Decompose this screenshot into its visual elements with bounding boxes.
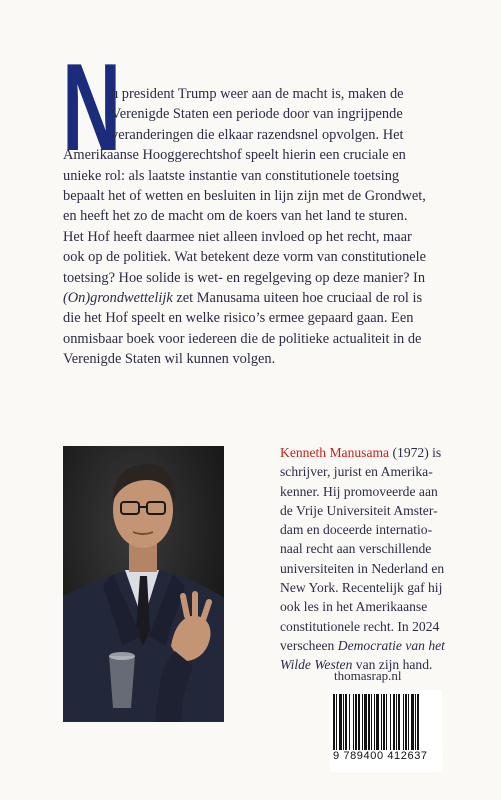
barcode-bar xyxy=(364,694,367,750)
barcode-number: 9 789400 412637 xyxy=(333,750,443,762)
blurb-line xyxy=(63,288,439,308)
blurb-line: Het Hof heeft daarmee niet alleen invloed op het recht, maar xyxy=(63,228,412,245)
blurb-line: bepaalt het of wetten en besluiten in lijn zijn met de Grondwet, xyxy=(63,188,426,205)
barcode-bar xyxy=(368,694,370,750)
bio-line-text: verscheen xyxy=(280,637,335,653)
previous-book-title: Democratie van het xyxy=(337,637,445,653)
blurb-line: Verenigde Staten een periode door van ingrijpende xyxy=(111,106,403,123)
bio-line: de Vrije Universiteit Amster- xyxy=(280,502,438,518)
barcode-bar xyxy=(398,694,400,750)
bio-line xyxy=(280,636,480,655)
blurb-line: u president Trump weer aan de macht is, maken de xyxy=(111,86,404,102)
blurb-line: veranderingen die elkaar razendsnel opvolgen. Het xyxy=(111,126,404,143)
barcode-bar xyxy=(345,694,347,750)
barcode-bar xyxy=(386,694,387,750)
blurb xyxy=(63,84,439,370)
blurb-line: Verenigde Staten wil kunnen volgen. xyxy=(63,351,276,368)
bio-line xyxy=(280,443,480,462)
bio-line: naal recht aan verschillende xyxy=(280,541,432,557)
blurb-line-text: zet Manusama uiteen hoe cruciaal de rol is xyxy=(176,290,423,307)
barcode-bar xyxy=(381,694,382,750)
barcode-bar xyxy=(376,694,379,750)
bio-line: New York. Recentelijk gaf hij xyxy=(280,580,443,596)
barcode-bar xyxy=(353,694,354,750)
previous-book-title: Wilde Westen xyxy=(280,657,353,673)
barcode-bar xyxy=(390,694,391,750)
barcode-bar xyxy=(405,694,407,750)
barcode-bar xyxy=(362,694,363,750)
bio-line: schrijver, jurist en Amerika- xyxy=(280,464,433,480)
barcode-bar xyxy=(411,694,414,750)
barcode-bar xyxy=(417,694,419,750)
blurb-line: Amerikaanse Hooggerechtshof speelt hierin een cruciale en xyxy=(63,147,406,164)
barcode-bar xyxy=(339,694,342,750)
barcode-bar xyxy=(355,694,357,750)
barcode-bar xyxy=(408,694,409,750)
barcode-bar xyxy=(336,694,337,750)
barcode-bar xyxy=(333,694,335,750)
drop-cap: N xyxy=(62,39,120,177)
bio-line: kenner. Hij promoveerde aan xyxy=(280,483,438,499)
barcode-bar xyxy=(349,694,350,750)
bio-line: ook les in het Amerikaanse xyxy=(280,599,428,615)
blurb-line: ook op de politiek. Wat betekent deze vorm van constitutionele xyxy=(63,249,427,266)
book-title: (On)grondwettelijk xyxy=(63,290,173,307)
blurb-line: die het Hof speelt en welke risico’s ermee gepaard gaan. Een xyxy=(63,310,414,327)
author-portrait-image xyxy=(63,446,224,722)
publisher-website: thomasrap.nl xyxy=(334,668,402,683)
barcode-bar xyxy=(396,694,397,750)
blurb-line: toetsing? Hoe solide is wet- en regelgeving op deze manier? In xyxy=(63,269,426,286)
barcode-bar xyxy=(403,694,404,750)
barcode-bar xyxy=(383,694,385,750)
blurb-line: unieke rol: als laatste instantie van constitutionele toetsing xyxy=(63,167,400,184)
barcode-bar xyxy=(393,694,395,750)
author-year: (1972) is xyxy=(392,445,442,460)
barcode-bar xyxy=(343,694,344,750)
bio-line: dam en doceerde internatio- xyxy=(280,522,433,538)
barcode-bar xyxy=(415,694,416,750)
author-bio xyxy=(280,443,480,675)
author-name: Kenneth Manusama xyxy=(280,445,390,460)
barcode-bar xyxy=(371,694,372,750)
author-photo xyxy=(63,446,224,722)
barcode-bar xyxy=(374,694,375,750)
blurb-line: en heeft het zo de macht om de koers van het land te sturen. xyxy=(63,208,408,225)
blurb-line: onmisbaar boek voor iedereen die de politieke actualiteit in de xyxy=(63,330,422,347)
barcode-bar xyxy=(358,694,360,750)
bio-line: universiteiten in Nederland en xyxy=(280,560,445,576)
bio-line: constitutionele recht. In 2024 xyxy=(280,618,440,634)
bio-line-text: van zijn hand. xyxy=(355,657,433,673)
